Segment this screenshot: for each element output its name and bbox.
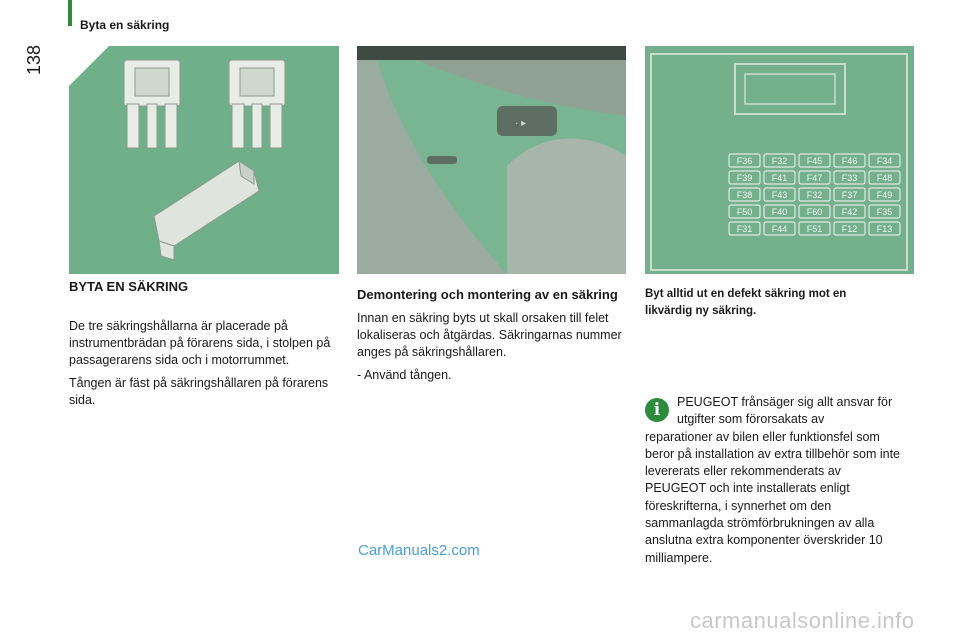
- subheading-removal: Demontering och montering av en säkring: [357, 287, 618, 302]
- replacement-note: Byt alltid ut en defekt säkring mot en likvärdig ny säkring.: [645, 288, 847, 317]
- fuse-label: F35: [876, 207, 893, 217]
- fuse-label: F13: [876, 224, 893, 234]
- fuse-label: F45: [806, 156, 823, 166]
- fuse-label: F38: [736, 190, 753, 200]
- fuse-label: F12: [841, 224, 858, 234]
- fuse-label: F40: [771, 207, 788, 217]
- fuse-label: F42: [841, 207, 858, 217]
- info-first-line: PEUGEOT frånsäger sig allt ansvar för utgifter som förorsakats av: [677, 395, 893, 427]
- fuse-label: F43: [771, 190, 788, 200]
- watermark-carmanuals2[interactable]: CarManuals2.com: [358, 542, 480, 559]
- fuse-label: F31: [736, 224, 753, 234]
- svg-text:· ▸: · ▸: [515, 118, 527, 129]
- fuse-label: F39: [736, 173, 753, 183]
- fuse-label: F60: [806, 207, 823, 217]
- fuse-label: F47: [806, 173, 823, 183]
- fuse-box-diagram: [645, 46, 914, 274]
- page-number: 138: [24, 44, 44, 76]
- fuse-label: F32: [771, 156, 788, 166]
- fuse-label: F37: [841, 190, 858, 200]
- fuses-and-pliers-illustration: [69, 46, 339, 274]
- section-title: Byta en säkring: [80, 18, 170, 32]
- fuse-label: F51: [806, 224, 823, 234]
- section-marker-bar: [68, 0, 72, 26]
- dashboard-steering-illustration: [357, 46, 626, 274]
- fuse-label: F44: [771, 224, 788, 234]
- column-2-text: [357, 287, 629, 390]
- info-box-text: [645, 394, 905, 567]
- fuse-label: F32: [806, 190, 823, 200]
- fuse-label: F46: [841, 156, 858, 166]
- watermark-carmanualsonline[interactable]: carmanualsonline.info: [690, 608, 915, 633]
- fuse-label: F33: [841, 173, 858, 183]
- paragraph-locations: De tre säkringshållarna är placerade på instrumentbrädan på förarens sida, i stolpen på passagerarens sida och i motorrummet.: [69, 319, 331, 367]
- fuse-label: F49: [876, 190, 893, 200]
- fuse-label: F48: [876, 173, 893, 183]
- info-rest: reparationer av bilen eller funktionsfel som beror på installation av extra tillbehör som inte levererats eller rekommenderats av PEUGEOT och inte installerats enligt föreskrifterna, i synnerhet om den sammanlagda strömförbrukningen av alla anslutna extra komponenter överskrider 10 milliampere.: [645, 429, 900, 565]
- fuse-label: F34: [876, 156, 893, 166]
- fuse-label: F50: [736, 207, 753, 217]
- column-1-text: [69, 318, 344, 415]
- info-icon: i: [645, 398, 669, 422]
- paragraph-cause: Innan en säkring byts ut skall orsaken till felet lokaliseras och åtgärdas. Säkringarnas nummer anges på säkringshållaren.: [357, 311, 622, 359]
- fuse-label: F41: [771, 173, 788, 183]
- fuse-label: F36: [736, 156, 753, 166]
- paragraph-use-pliers: - Använd tången.: [357, 368, 452, 382]
- main-heading: BYTA EN SÄKRING: [69, 279, 189, 294]
- paragraph-pliers: Tången är fäst på säkringshållaren på förarens sida.: [69, 376, 329, 407]
